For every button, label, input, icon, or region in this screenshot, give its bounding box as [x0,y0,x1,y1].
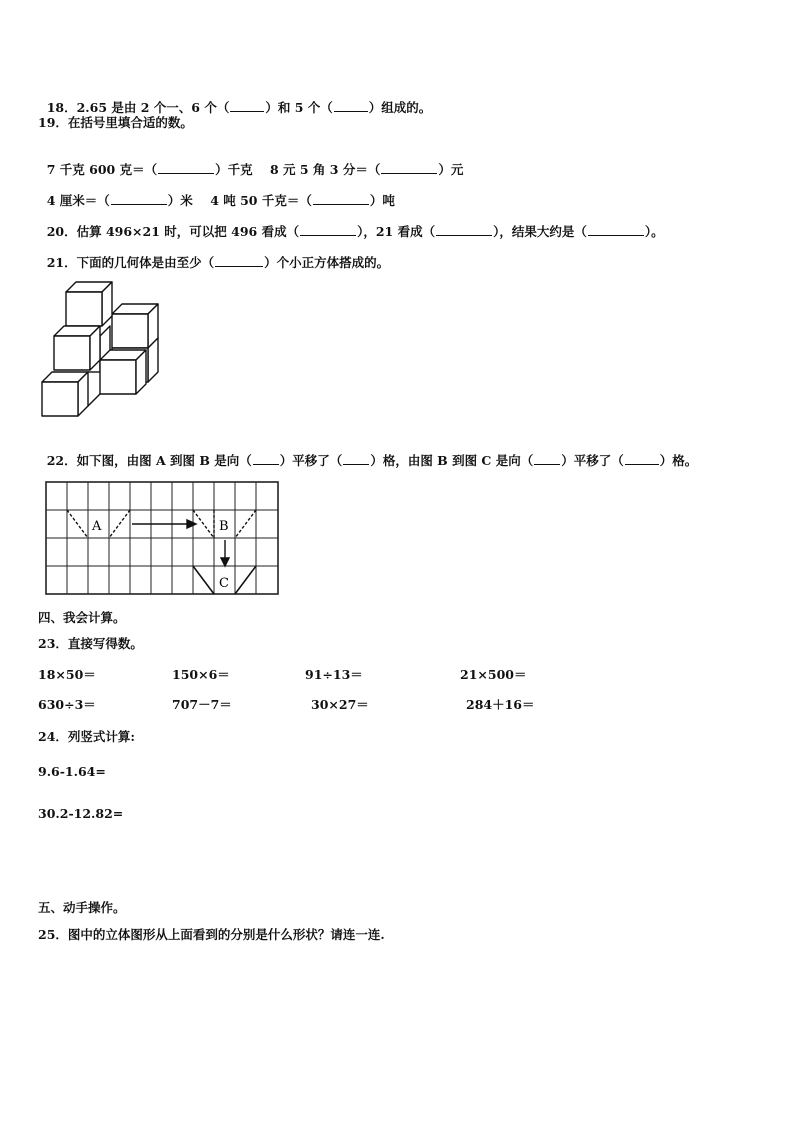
q19-line1-a: 7 千克 600 克＝（ [46,162,158,177]
question-23-title: 23．直接写得数。 [38,636,143,651]
cube [112,304,158,348]
answer-blank[interactable] [343,453,369,465]
answer-blank[interactable] [158,162,214,174]
answer-blank[interactable] [111,193,167,205]
cube [100,350,146,394]
q20-text-b: ），21 看成（ [357,224,436,239]
calc-item: 21×500＝ [460,667,527,682]
question-18 [38,84,431,116]
q18-text-suffix: ）组成的。 [368,100,432,115]
answer-blank[interactable] [436,224,492,236]
question-19-line-2 [38,177,395,209]
q19-line1-c: ）元 [438,162,464,177]
question-19-title: 19．在括号里填合适的数。 [38,115,193,130]
q18-text-mid: ）和 5 个（ [265,100,333,115]
q21-text-b: ）个小正方体搭成的。 [264,255,390,270]
question-19-line-1 [38,146,463,178]
calc-item: 630÷3＝ [38,697,96,712]
translation-grid-figure [44,480,284,600]
q20-text-c: ），结果大约是（ [493,224,587,239]
q18-text-prefix: 18．2.65 是由 2 个一、6 个（ [46,100,230,115]
q22-text-a: 22．如下图，由图 A 到图 B 是向（ [46,453,252,468]
q19-line2-c: ）吨 [369,193,395,208]
q20-text-a: 20．估算 496×21 时，可以把 496 看成（ [46,224,300,239]
q21-text-a: 21．下面的几何体是由至少（ [46,255,215,270]
q20-text-d: ）。 [644,224,664,239]
label-a: A [92,519,102,534]
calc-item: 30×27＝ [311,697,369,712]
calc-item: 150×6＝ [172,667,230,682]
answer-blank[interactable] [230,100,264,112]
answer-blank[interactable] [215,255,263,267]
arrow-down-icon [221,540,229,566]
answer-blank[interactable] [625,453,659,465]
calc-item: 707－7＝ [172,697,232,712]
section-5-title: 五、动手操作。 [38,900,126,915]
vertical-calc-expression: 9.6-1.64= [38,764,106,779]
calc-item: 284＋16＝ [466,697,535,712]
answer-blank[interactable] [534,453,560,465]
vertical-calc-expression: 30.2-12.82= [38,806,124,821]
q22-text-d: ）平移了（ [561,453,624,468]
calc-item: 18×50＝ [38,667,96,682]
section-4-title: 四、我会计算。 [38,610,126,625]
question-25-title: 25．图中的立体图形从上面看到的分别是什么形状？请连一连. [38,927,385,942]
cube-stack-figure [36,276,166,426]
cube [42,372,88,416]
q19-line2-a: 4 厘米＝（ [46,193,110,208]
label-b: B [219,519,229,534]
label-c: C [219,576,229,591]
q22-text-b: ）平移了（ [279,453,343,468]
answer-blank[interactable] [381,162,437,174]
answer-blank[interactable] [253,453,279,465]
answer-blank[interactable] [313,193,369,205]
answer-blank[interactable] [588,224,644,236]
question-21 [38,239,389,271]
arrow-right-icon [132,520,196,528]
q19-line1-b: ）千克 8 元 5 角 3 分＝（ [215,162,381,177]
q22-text-e: ）格。 [659,453,698,468]
answer-blank[interactable] [300,224,356,236]
question-20 [38,208,664,240]
question-24-title: 24．列竖式计算: [38,729,136,744]
calc-item: 91÷13＝ [305,667,363,682]
q19-line2-b: ）米 4 吨 50 千克＝（ [167,193,312,208]
cube [66,282,112,326]
answer-blank[interactable] [334,100,368,112]
q22-text-c: ）格，由图 B 到图 C 是向（ [370,453,534,468]
question-22 [38,437,697,469]
